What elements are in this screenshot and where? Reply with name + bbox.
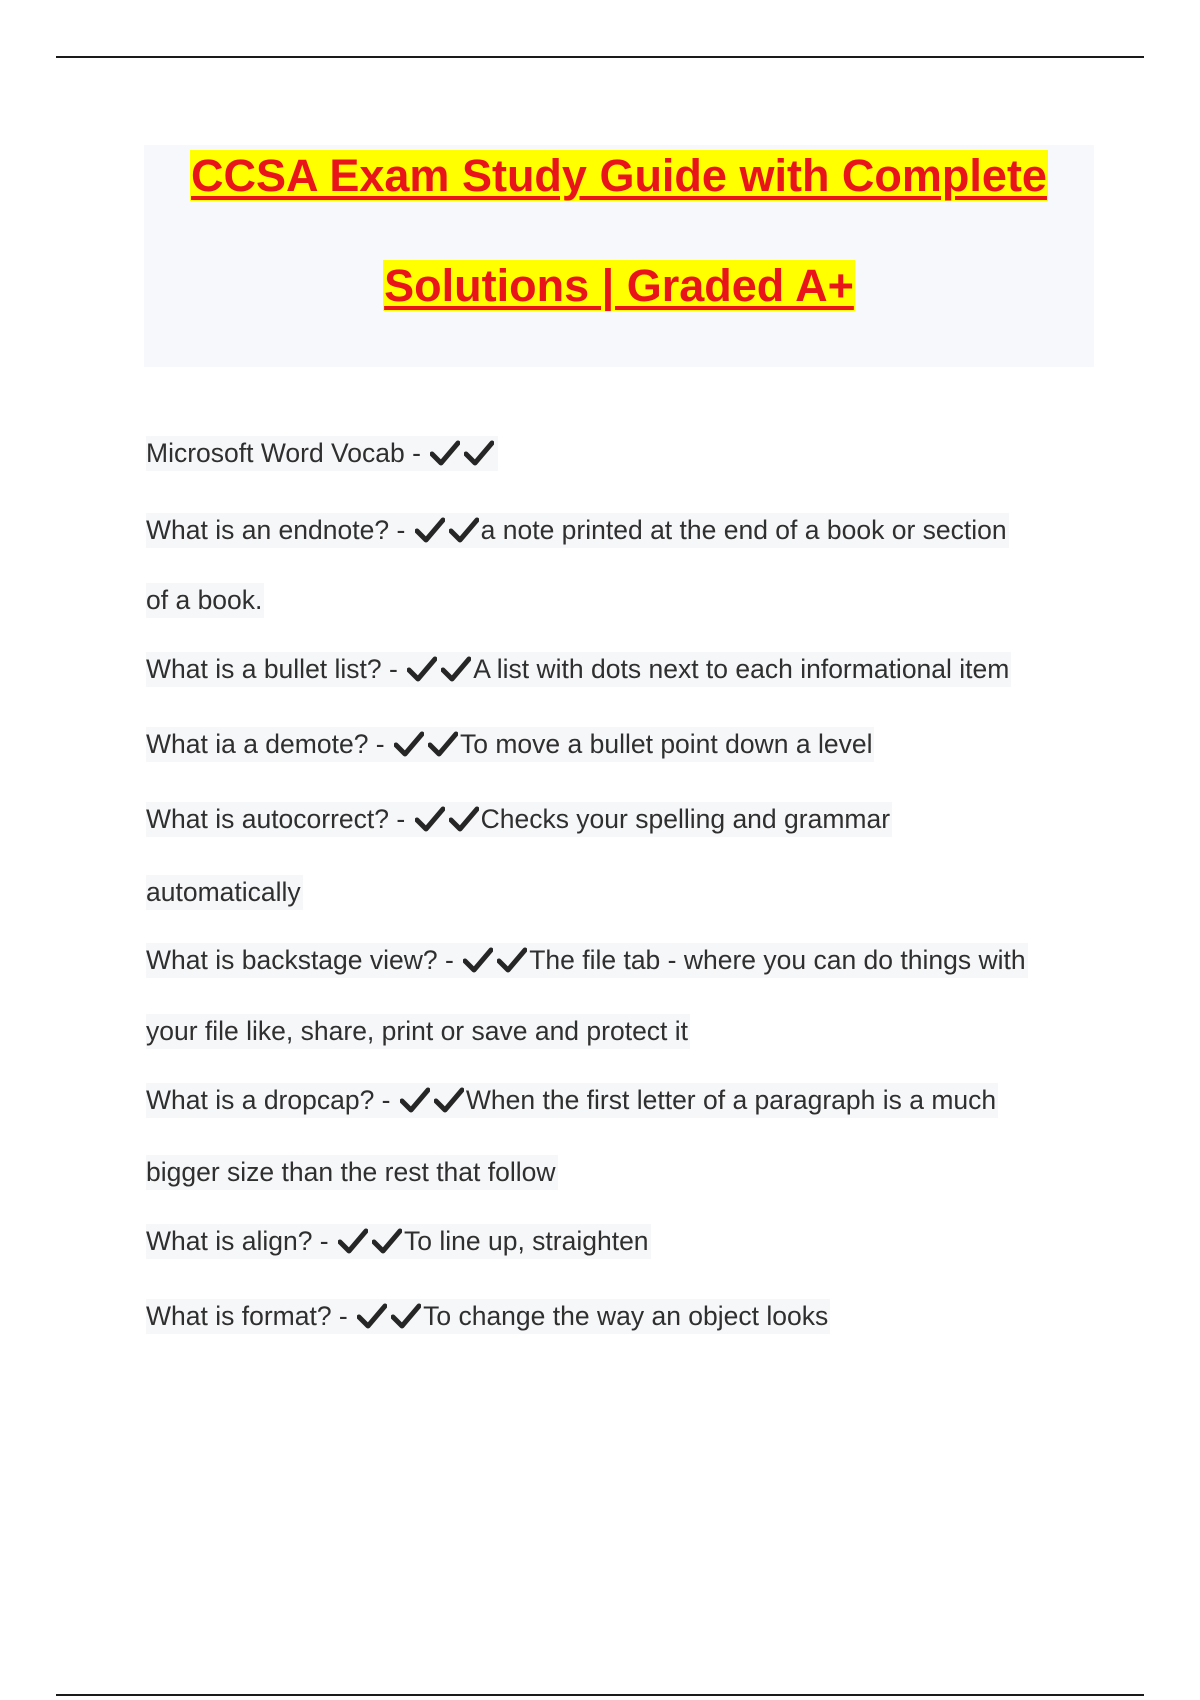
title-text-1: CCSA Exam Study Guide with Complete <box>191 150 1047 201</box>
qa-item <box>146 1225 651 1257</box>
check-icon <box>430 440 460 466</box>
double-check-icon <box>413 515 481 545</box>
qa-line <box>146 513 1009 548</box>
question-text: What is autocorrect? - <box>146 804 413 834</box>
check-icon <box>449 806 479 832</box>
qa-line <box>146 943 1028 978</box>
double-check-icon <box>398 1085 466 1115</box>
qa-line <box>146 1224 651 1259</box>
qa-item <box>146 653 1011 685</box>
check-icon <box>400 1087 430 1113</box>
qa-item-continuation <box>146 1015 690 1047</box>
check-icon <box>415 517 445 543</box>
answer-text: A list with dots next to each informational item <box>473 654 1010 684</box>
answer-continuation-text: bigger size than the rest that follow <box>146 1155 558 1190</box>
title-line-2 <box>144 259 1094 313</box>
qa-item <box>146 437 498 469</box>
question-text: What is an endnote? - <box>146 515 413 545</box>
qa-line <box>146 436 498 471</box>
check-icon <box>441 656 471 682</box>
check-icon <box>497 947 527 973</box>
qa-item <box>146 1300 830 1332</box>
qa-item <box>146 728 874 760</box>
qa-item-continuation <box>146 1156 558 1188</box>
answer-text: a note printed at the end of a book or section <box>480 515 1007 545</box>
check-icon <box>464 440 494 466</box>
question-text: What is format? - <box>146 1301 356 1331</box>
check-icon <box>391 1303 421 1329</box>
answer-continuation-text: your file like, share, print or save and protect it <box>146 1014 690 1049</box>
title-block <box>144 145 1094 367</box>
qa-line <box>146 727 874 762</box>
qa-item <box>146 514 1009 546</box>
qa-line <box>146 802 892 837</box>
answer-text: The file tab - where you can do things with <box>529 945 1026 975</box>
question-text: What is a dropcap? - <box>146 1085 398 1115</box>
answer-text: When the first letter of a paragraph is a much <box>465 1085 997 1115</box>
title-line-1 <box>144 149 1094 203</box>
qa-item-continuation <box>146 876 303 908</box>
double-check-icon <box>336 1226 404 1256</box>
title-text-2: Solutions | Graded A+ <box>384 260 854 311</box>
bottom-rule <box>56 1694 1144 1696</box>
check-icon <box>428 731 458 757</box>
question-text: What is backstage view? - <box>146 945 462 975</box>
qa-line <box>146 1299 830 1334</box>
double-check-icon <box>392 729 460 759</box>
qa-line <box>146 652 1011 687</box>
qa-item <box>146 1084 998 1116</box>
check-icon <box>434 1087 464 1113</box>
check-icon <box>463 947 493 973</box>
question-text: What is a bullet list? - <box>146 654 406 684</box>
check-icon <box>449 517 479 543</box>
answer-text: To line up, straighten <box>404 1226 649 1256</box>
answer-text: To move a bullet point down a level <box>459 729 873 759</box>
double-check-icon <box>405 654 473 684</box>
check-icon <box>372 1228 402 1254</box>
answer-text: To change the way an object looks <box>423 1301 829 1331</box>
double-check-icon <box>428 438 496 468</box>
double-check-icon <box>461 945 529 975</box>
check-icon <box>415 806 445 832</box>
question-text: What ia a demote? - <box>146 729 392 759</box>
double-check-icon <box>355 1301 423 1331</box>
check-icon <box>338 1228 368 1254</box>
check-icon <box>394 731 424 757</box>
answer-continuation-text: of a book. <box>146 583 264 618</box>
answer-continuation-text: automatically <box>146 875 303 910</box>
qa-item-continuation <box>146 584 264 616</box>
qa-item <box>146 803 892 835</box>
top-rule <box>56 56 1144 58</box>
qa-line <box>146 1083 998 1118</box>
question-text: What is align? - <box>146 1226 336 1256</box>
double-check-icon <box>413 804 481 834</box>
qa-item <box>146 944 1028 976</box>
question-text: Microsoft Word Vocab - <box>146 438 429 468</box>
check-icon <box>407 656 437 682</box>
check-icon <box>357 1303 387 1329</box>
answer-text: Checks your spelling and grammar <box>480 804 891 834</box>
